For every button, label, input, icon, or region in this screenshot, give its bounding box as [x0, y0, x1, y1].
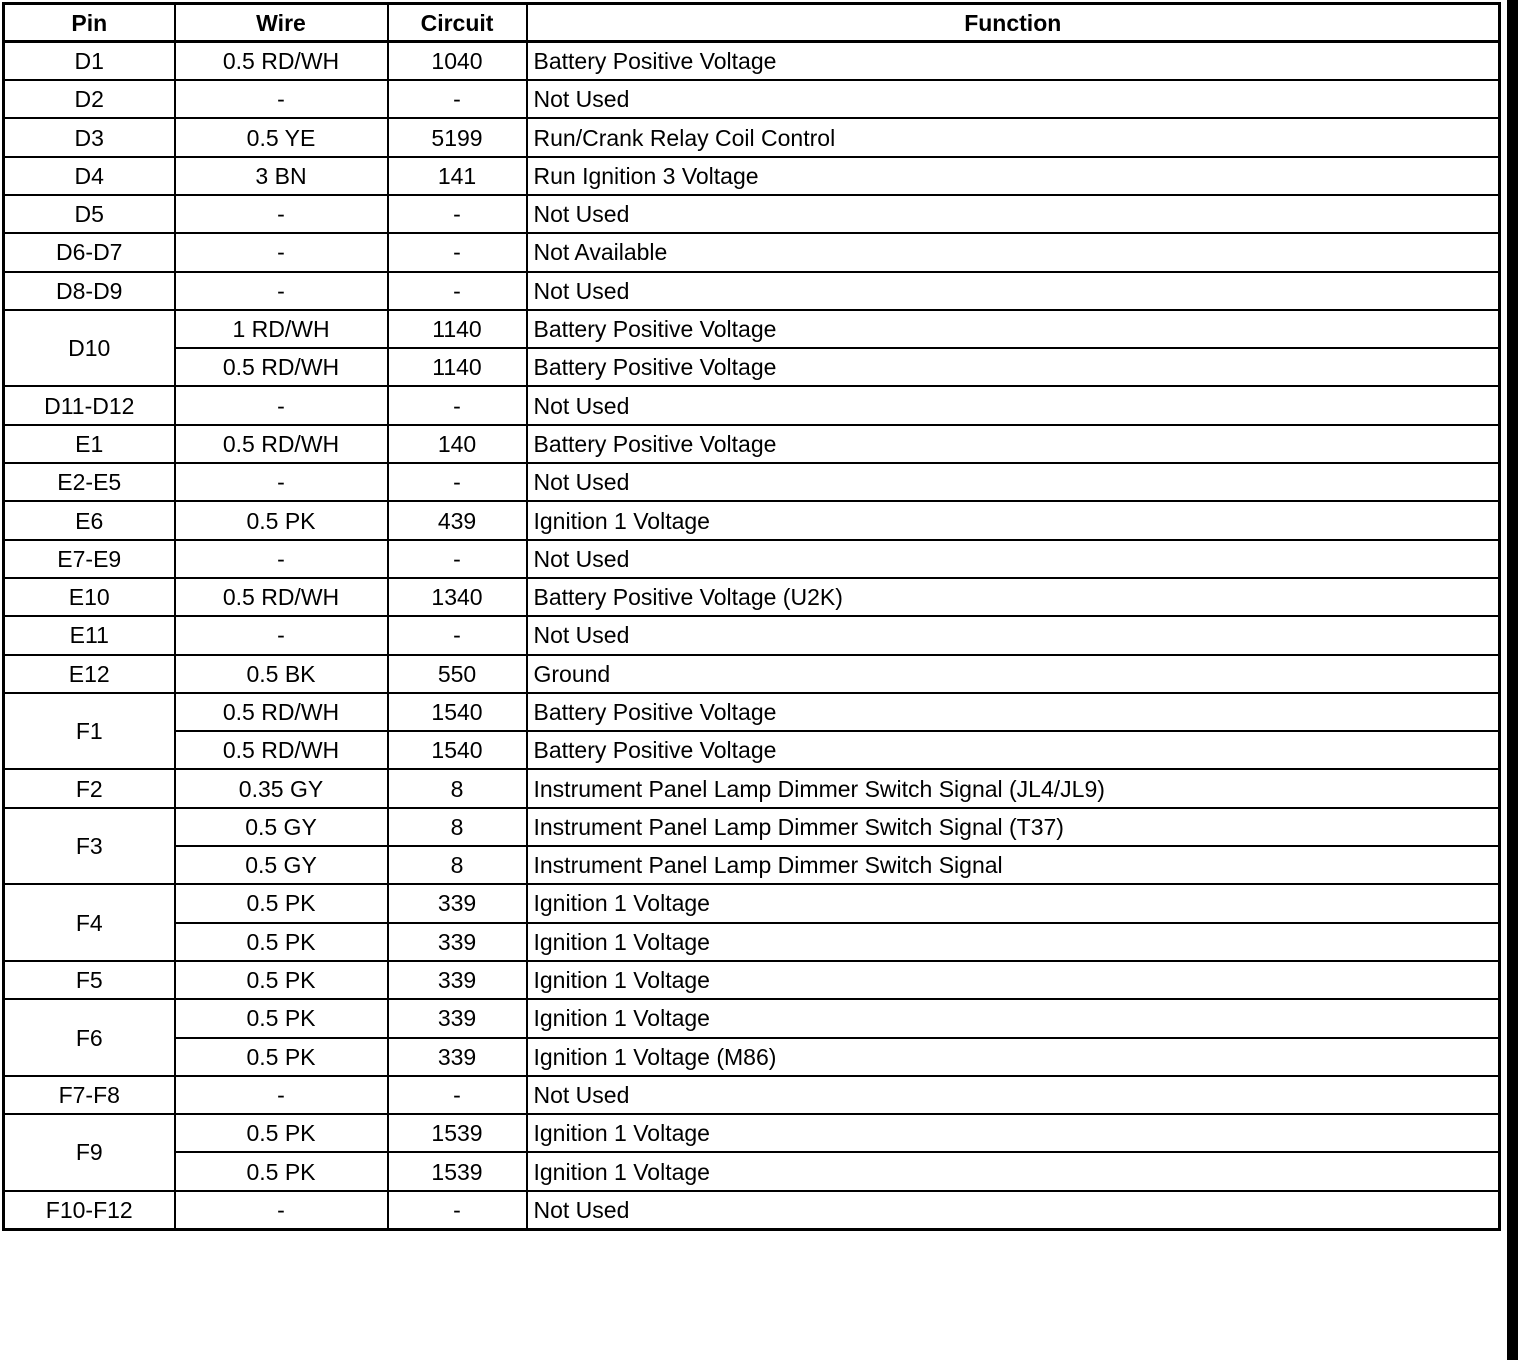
table-row: [4, 501, 1500, 539]
pin-cell: E6: [4, 501, 175, 539]
wire-cell: -: [175, 80, 388, 118]
wire-cell: 0.5 PK: [175, 1114, 388, 1152]
pin-cell: F7-F8: [4, 1076, 175, 1114]
function-cell: Not Used: [527, 272, 1500, 310]
table-row: [4, 884, 1500, 922]
wire-cell: -: [175, 272, 388, 310]
table-row: [4, 846, 1500, 884]
circuit-cell: 141: [388, 157, 527, 195]
wire-cell: -: [175, 616, 388, 654]
function-cell: Run Ignition 3 Voltage: [527, 157, 1500, 195]
function-cell: Ignition 1 Voltage (M86): [527, 1038, 1500, 1076]
table-row: [4, 1114, 1500, 1152]
wire-cell: -: [175, 1076, 388, 1114]
wire-cell: 0.5 YE: [175, 118, 388, 156]
pin-cell: F5: [4, 961, 175, 999]
circuit-cell: 1140: [388, 348, 527, 386]
function-cell: Not Used: [527, 195, 1500, 233]
header-pin: Pin: [4, 4, 175, 42]
pin-cell: D1: [4, 42, 175, 80]
wire-cell: 1 RD/WH: [175, 310, 388, 348]
circuit-cell: -: [388, 540, 527, 578]
circuit-cell: 1140: [388, 310, 527, 348]
wire-cell: 0.5 PK: [175, 501, 388, 539]
pin-cell: F1: [4, 693, 175, 770]
wire-cell: -: [175, 386, 388, 424]
circuit-cell: 140: [388, 425, 527, 463]
pin-cell: F10-F12: [4, 1191, 175, 1229]
wire-cell: -: [175, 195, 388, 233]
connector-pinout-table: [2, 2, 1501, 1231]
wire-cell: 0.5 RD/WH: [175, 693, 388, 731]
table-row: [4, 1038, 1500, 1076]
pin-cell: E11: [4, 616, 175, 654]
table-row: [4, 540, 1500, 578]
table-row: [4, 348, 1500, 386]
wire-cell: -: [175, 1191, 388, 1229]
pin-cell: E10: [4, 578, 175, 616]
circuit-cell: 1539: [388, 1114, 527, 1152]
function-cell: Ignition 1 Voltage: [527, 999, 1500, 1037]
wire-cell: 0.5 RD/WH: [175, 348, 388, 386]
table-row: [4, 655, 1500, 693]
header-wire: Wire: [175, 4, 388, 42]
function-cell: Not Used: [527, 540, 1500, 578]
table-row: [4, 1076, 1500, 1114]
pin-cell: F2: [4, 769, 175, 807]
pin-cell: E2-E5: [4, 463, 175, 501]
table-row: [4, 463, 1500, 501]
wire-cell: 0.5 PK: [175, 999, 388, 1037]
wire-cell: 0.5 BK: [175, 655, 388, 693]
function-cell: Run/Crank Relay Coil Control: [527, 118, 1500, 156]
function-cell: Instrument Panel Lamp Dimmer Switch Signal: [527, 846, 1500, 884]
circuit-cell: -: [388, 1076, 527, 1114]
circuit-cell: -: [388, 386, 527, 424]
table-row: [4, 961, 1500, 999]
circuit-cell: 5199: [388, 118, 527, 156]
pin-cell: F4: [4, 884, 175, 961]
wire-cell: -: [175, 233, 388, 271]
table-body: [4, 42, 1500, 1229]
function-cell: Ignition 1 Voltage: [527, 884, 1500, 922]
function-cell: Not Used: [527, 80, 1500, 118]
pin-cell: F9: [4, 1114, 175, 1191]
wire-cell: 0.5 PK: [175, 884, 388, 922]
pin-cell: D4: [4, 157, 175, 195]
function-cell: Not Used: [527, 463, 1500, 501]
circuit-cell: -: [388, 195, 527, 233]
function-cell: Instrument Panel Lamp Dimmer Switch Signal (JL4/JL9): [527, 769, 1500, 807]
wire-cell: 0.5 PK: [175, 923, 388, 961]
table-row: [4, 386, 1500, 424]
function-cell: Battery Positive Voltage: [527, 731, 1500, 769]
wire-cell: 0.5 RD/WH: [175, 731, 388, 769]
header-circuit: Circuit: [388, 4, 527, 42]
function-cell: Ignition 1 Voltage: [527, 961, 1500, 999]
table-row: [4, 999, 1500, 1037]
pin-cell: D8-D9: [4, 272, 175, 310]
header-function: Function: [527, 4, 1500, 42]
function-cell: Not Used: [527, 1076, 1500, 1114]
table-row: [4, 157, 1500, 195]
wire-cell: 0.5 RD/WH: [175, 578, 388, 616]
function-cell: Battery Positive Voltage: [527, 310, 1500, 348]
circuit-cell: -: [388, 233, 527, 271]
table-row: [4, 80, 1500, 118]
function-cell: Battery Positive Voltage: [527, 42, 1500, 80]
circuit-cell: -: [388, 616, 527, 654]
circuit-cell: -: [388, 80, 527, 118]
pin-cell: D5: [4, 195, 175, 233]
circuit-cell: 8: [388, 808, 527, 846]
pin-cell: D2: [4, 80, 175, 118]
circuit-cell: 8: [388, 846, 527, 884]
table-row: [4, 233, 1500, 271]
pin-cell: E1: [4, 425, 175, 463]
wire-cell: 0.5 PK: [175, 961, 388, 999]
header-row: [4, 4, 1500, 42]
pin-cell: E12: [4, 655, 175, 693]
table-row: [4, 578, 1500, 616]
wire-cell: 0.5 GY: [175, 846, 388, 884]
circuit-cell: 1540: [388, 731, 527, 769]
table-row: [4, 195, 1500, 233]
pin-cell: E7-E9: [4, 540, 175, 578]
circuit-cell: 339: [388, 923, 527, 961]
function-cell: Ground: [527, 655, 1500, 693]
function-cell: Not Used: [527, 1191, 1500, 1229]
table-row: [4, 693, 1500, 731]
table-row: [4, 42, 1500, 80]
function-cell: Battery Positive Voltage: [527, 425, 1500, 463]
function-cell: Battery Positive Voltage: [527, 348, 1500, 386]
circuit-cell: 1539: [388, 1152, 527, 1190]
circuit-cell: 550: [388, 655, 527, 693]
table-row: [4, 118, 1500, 156]
pin-cell: F6: [4, 999, 175, 1076]
table-row: [4, 425, 1500, 463]
table-row: [4, 616, 1500, 654]
table-row: [4, 272, 1500, 310]
function-cell: Ignition 1 Voltage: [527, 1114, 1500, 1152]
function-cell: Not Used: [527, 386, 1500, 424]
circuit-cell: 1540: [388, 693, 527, 731]
pin-cell: D10: [4, 310, 175, 387]
function-cell: Instrument Panel Lamp Dimmer Switch Signal (T37): [527, 808, 1500, 846]
circuit-cell: -: [388, 1191, 527, 1229]
function-cell: Not Available: [527, 233, 1500, 271]
table-row: [4, 923, 1500, 961]
wire-cell: 0.5 RD/WH: [175, 425, 388, 463]
page-edge-bar: [1507, 0, 1518, 1360]
function-cell: Ignition 1 Voltage: [527, 1152, 1500, 1190]
circuit-cell: -: [388, 272, 527, 310]
table-row: [4, 808, 1500, 846]
pin-cell: F3: [4, 808, 175, 885]
circuit-cell: 1040: [388, 42, 527, 80]
function-cell: Ignition 1 Voltage: [527, 501, 1500, 539]
wire-cell: 0.5 PK: [175, 1152, 388, 1190]
circuit-cell: 439: [388, 501, 527, 539]
pin-cell: D6-D7: [4, 233, 175, 271]
wire-cell: 0.5 PK: [175, 1038, 388, 1076]
wire-cell: -: [175, 540, 388, 578]
table-row: [4, 769, 1500, 807]
circuit-cell: 339: [388, 961, 527, 999]
circuit-cell: 339: [388, 1038, 527, 1076]
wire-cell: 3 BN: [175, 157, 388, 195]
table-row: [4, 1152, 1500, 1190]
circuit-cell: 339: [388, 999, 527, 1037]
wire-cell: 0.5 RD/WH: [175, 42, 388, 80]
circuit-cell: -: [388, 463, 527, 501]
pin-cell: D11-D12: [4, 386, 175, 424]
function-cell: Battery Positive Voltage (U2K): [527, 578, 1500, 616]
wire-cell: 0.5 GY: [175, 808, 388, 846]
wire-cell: 0.35 GY: [175, 769, 388, 807]
pin-cell: D3: [4, 118, 175, 156]
table-row: [4, 731, 1500, 769]
table-row: [4, 310, 1500, 348]
function-cell: Battery Positive Voltage: [527, 693, 1500, 731]
function-cell: Ignition 1 Voltage: [527, 923, 1500, 961]
circuit-cell: 339: [388, 884, 527, 922]
circuit-cell: 1340: [388, 578, 527, 616]
circuit-cell: 8: [388, 769, 527, 807]
wire-cell: -: [175, 463, 388, 501]
table-row: [4, 1191, 1500, 1229]
function-cell: Not Used: [527, 616, 1500, 654]
